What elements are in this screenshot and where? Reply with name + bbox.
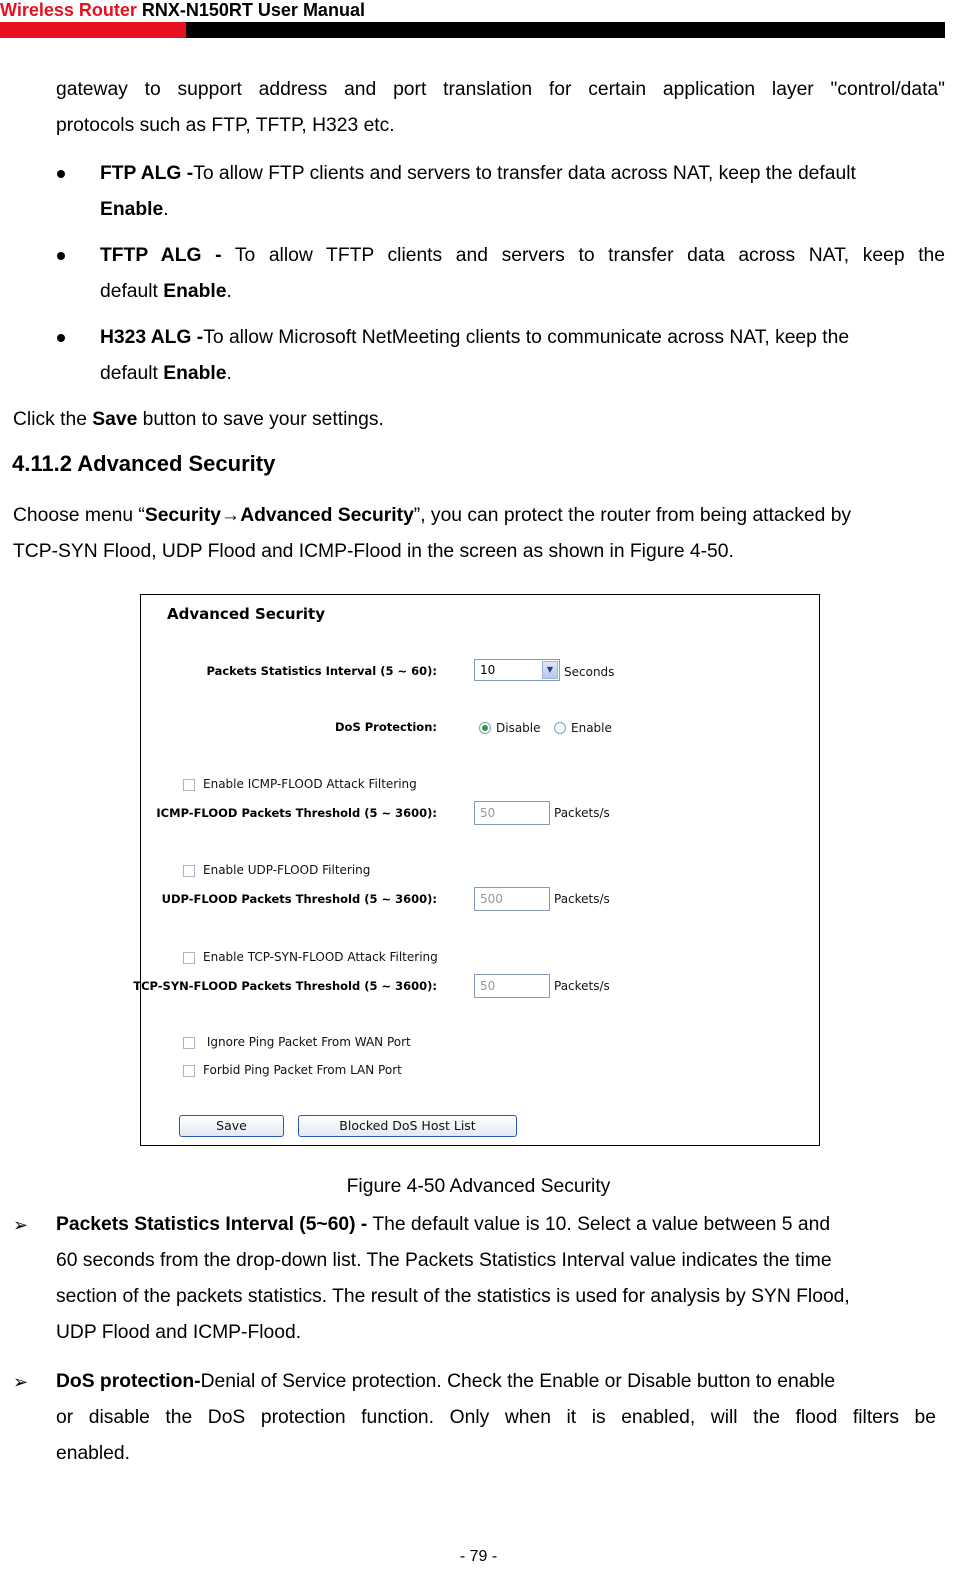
arrow-bullet-icon: ➢	[13, 1215, 29, 1235]
page-number: - 79 -	[459, 1548, 498, 1565]
forbid-ping-label: Forbid Ping Packet From LAN Port	[203, 1063, 402, 1077]
ftp-alg-text: To allow FTP clients and servers to transfer data across NAT, keep the default	[193, 163, 856, 184]
interval-desc-label: Packets Statistics Interval (5~60) -	[56, 1214, 368, 1235]
h323-alg-line-1	[100, 318, 945, 358]
blocked-dos-host-list-button[interactable]: Blocked DoS Host List	[298, 1115, 517, 1137]
bullet-dot	[57, 252, 65, 260]
ftp-alg-label: FTP ALG -	[100, 163, 194, 184]
tcp-enable-checkbox[interactable]	[183, 952, 195, 964]
tftp-alg-line-2	[100, 272, 232, 312]
intro-line-1: gateway to support address and port translation for certain application layer "control/data"	[56, 79, 945, 100]
tcp-unit: Packets/s	[554, 979, 610, 993]
udp-enable-label: Enable UDP-FLOOD Filtering	[203, 863, 371, 877]
dos-desc-line-2: or disable the DoS protection function. Only when it is enabled, will the flood filters be	[56, 1407, 936, 1428]
header-brand: Wireless Router	[0, 0, 137, 20]
dos-disable-label: Disable	[496, 721, 541, 735]
choose-menu-line-2: TCP-SYN Flood, UDP Flood and ICMP-Flood in the screen as shown in Figure 4-50.	[13, 541, 734, 562]
interval-desc-line-1	[56, 1205, 936, 1245]
ignore-ping-checkbox[interactable]	[183, 1037, 195, 1049]
intro-line-2: protocols such as FTP, TFTP, H323 etc.	[56, 115, 395, 136]
dos-disable-radio[interactable]	[479, 722, 491, 734]
icmp-unit: Packets/s	[554, 806, 610, 820]
h323-alg-text: To allow Microsoft NetMeeting clients to communicate across NAT, keep the	[203, 327, 850, 348]
ftp-alg-period: .	[163, 199, 169, 220]
interval-desc-line-4: UDP Flood and ICMP-Flood.	[56, 1322, 302, 1343]
save-note-post: button to save your settings.	[137, 409, 384, 430]
tcp-enable-label: Enable TCP-SYN-FLOOD Attack Filtering	[203, 950, 438, 964]
interval-desc-line-3: section of the packets statistics. The result of the statistics is used for analysis by SYN Flood,	[56, 1286, 850, 1307]
icmp-enable-checkbox[interactable]	[183, 779, 195, 791]
save-button[interactable]: Save	[179, 1115, 284, 1137]
icmp-threshold-label: ICMP-FLOOD Packets Threshold (5 ~ 3600):	[156, 806, 437, 820]
ignore-ping-label: Ignore Ping Packet From WAN Port	[203, 1035, 411, 1049]
tftp-alg-text: To allow TFTP clients and servers to transfer data across NAT, keep the	[221, 245, 945, 266]
udp-threshold-input[interactable]: 500	[474, 887, 550, 911]
interval-desc-text: The default value is 10. Select a value between 5 and	[367, 1214, 831, 1235]
h323-alg-default: Enable	[163, 363, 227, 384]
header-rule	[0, 22, 945, 38]
tftp-alg-default-pre: default	[100, 281, 164, 302]
tcp-threshold-input[interactable]: 50	[474, 974, 550, 998]
dos-desc-label: DoS protection-	[56, 1371, 201, 1392]
interval-label: Packets Statistics Interval (5 ~ 60):	[206, 664, 437, 678]
interval-unit: Seconds	[564, 665, 615, 679]
figure-caption: Figure 4-50 Advanced Security	[346, 1176, 611, 1197]
interval-desc-line-2: 60 seconds from the drop-down list. The Packets Statistics Interval value indicates the time	[56, 1250, 832, 1271]
dos-enable-label: Enable	[571, 721, 612, 735]
h323-alg-period: .	[226, 363, 232, 384]
dos-desc-line-1	[56, 1362, 936, 1402]
udp-threshold-label: UDP-FLOOD Packets Threshold (5 ~ 3600):	[161, 892, 437, 906]
dos-desc-text: Denial of Service protection. Check the Enable or Disable button to enable	[200, 1371, 836, 1392]
chevron-down-icon[interactable]: ▼	[542, 661, 558, 679]
advanced-security-figure	[133, 594, 820, 1146]
bullet-dot	[57, 170, 65, 178]
icmp-threshold-input[interactable]: 50	[474, 801, 550, 825]
tftp-alg-line-1	[100, 236, 945, 276]
dos-enable-radio[interactable]	[554, 722, 566, 734]
choose-menu-path: Security→Advanced Security	[144, 505, 414, 526]
ftp-alg-line-2	[100, 190, 169, 230]
save-note-pre: Click the	[13, 409, 93, 430]
tftp-alg-default: Enable	[163, 281, 227, 302]
udp-unit: Packets/s	[554, 892, 610, 906]
header-rule-accent	[0, 22, 186, 38]
interval-select[interactable]	[474, 659, 560, 681]
h323-alg-line-2	[100, 354, 232, 394]
figure-title: Advanced Security	[167, 605, 325, 623]
tcp-threshold-label: TCP-SYN-FLOOD Packets Threshold (5 ~ 3600):	[133, 979, 437, 993]
dos-label: DoS Protection:	[335, 720, 437, 734]
header-model: RNX-N150RT User Manual	[136, 0, 365, 20]
tftp-alg-label: TFTP ALG -	[100, 245, 222, 266]
choose-menu-line-1	[13, 496, 945, 536]
h323-alg-label: H323 ALG -	[100, 327, 204, 348]
udp-enable-checkbox[interactable]	[183, 865, 195, 877]
ftp-alg-default: Enable	[100, 199, 164, 220]
tftp-alg-period: .	[226, 281, 232, 302]
h323-alg-default-pre: default	[100, 363, 164, 384]
save-note-bold: Save	[92, 409, 138, 430]
forbid-ping-checkbox[interactable]	[183, 1065, 195, 1077]
save-note	[13, 400, 384, 440]
dos-desc-line-3: enabled.	[56, 1443, 130, 1464]
ftp-alg-line-1	[100, 154, 945, 194]
icmp-enable-label: Enable ICMP-FLOOD Attack Filtering	[203, 777, 417, 791]
manual-header-title	[0, 0, 365, 20]
choose-pre: Choose menu “	[13, 505, 145, 526]
section-heading: 4.11.2 Advanced Security	[12, 451, 276, 476]
interval-value: 10	[480, 663, 496, 677]
bullet-dot	[57, 334, 65, 342]
arrow-bullet-icon: ➢	[13, 1372, 29, 1392]
choose-post: ”, you can protect the router from being attacked by	[413, 505, 852, 526]
